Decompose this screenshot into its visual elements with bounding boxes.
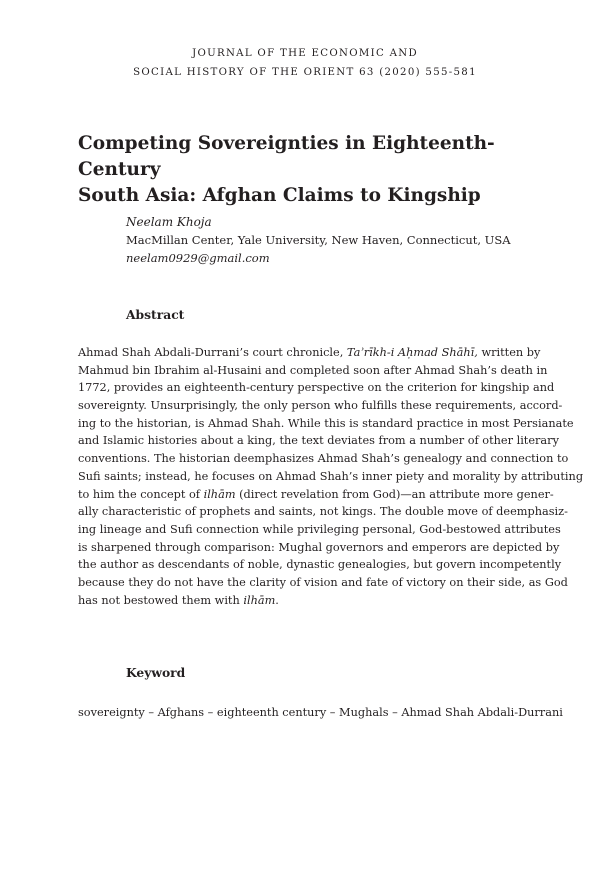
keyword-list: sovereignty – Afghans – eighteenth century – Mughals – Ahmad Shah Abdali-Durrani xyxy=(78,706,563,719)
abstract-text: Mahmud bin Ibrahim al-Husaini and completed soon after Ahmad Shah’s death in xyxy=(78,363,548,377)
keyword-heading: Keyword xyxy=(126,665,186,680)
abstract-line xyxy=(78,397,563,415)
abstract-line xyxy=(78,556,562,574)
abstract-text: to him the concept of xyxy=(78,487,204,501)
abstract-text: has not bestowed them with xyxy=(78,593,244,607)
abstract-text: and Islamic histories about a king, the text deviates from a number of other literary xyxy=(78,434,559,448)
abstract-line xyxy=(78,344,541,362)
abstract-text: written by xyxy=(477,346,541,359)
article-title-line: Competing Sovereignties in Eighteenth-Century xyxy=(78,133,495,180)
author-block xyxy=(126,213,546,267)
abstract-text: ing to the historian, is Ahmad Shah. While this is standard practice in most Persianate xyxy=(78,416,574,430)
abstract-line xyxy=(78,574,568,592)
abstract-text: the author as descendants of noble, dynastic genealogies, but govern incompetently xyxy=(78,558,562,572)
journal-header xyxy=(0,44,610,82)
journal-name-line: JOURNAL OF THE ECONOMIC AND xyxy=(192,48,418,59)
author-email[interactable]: neelam0929@gmail.com xyxy=(126,251,270,265)
article-title xyxy=(78,131,548,209)
abstract-text: 1772, provides an eighteenth-century perspective on the criterion for kingship and xyxy=(78,381,555,395)
abstract-line xyxy=(78,503,568,521)
article-title-line: South Asia: Afghan Claims to Kingship xyxy=(78,185,481,206)
abstract-text: ally characteristic of prophets and saints, not kings. The double move of deemphasiz- xyxy=(78,505,568,519)
abstract-text: ing lineage and Sufi connection while privileging personal, God-bestowed attributes xyxy=(78,522,561,536)
abstract-line xyxy=(78,539,560,557)
abstract-line xyxy=(78,432,559,450)
abstract-line xyxy=(78,521,561,539)
abstract-line xyxy=(78,592,535,610)
abstract-text: because they do not have the clarity of vision and fate of victory on their side, as God xyxy=(78,575,568,589)
abstract-body xyxy=(78,344,584,609)
abstract-text: Ahmad Shah Abdali-Durrani’s court chronicle, xyxy=(78,346,347,359)
abstract-text: conventions. The historian deemphasizes Ahmad Shah’s genealogy and connection to xyxy=(78,452,569,466)
abstract-text: . xyxy=(275,593,279,607)
abstract-italic-term: ilhām xyxy=(203,487,236,501)
abstract-text: is sharpened through comparison: Mughal governors and emperors are depicted by xyxy=(78,540,560,554)
abstract-heading: Abstract xyxy=(126,307,185,322)
abstract-text: Sufi saints; instead, he focuses on Ahmad Shah’s inner piety and morality by attributing xyxy=(78,469,584,483)
journal-issue-line: SOCIAL HISTORY OF THE ORIENT 63 (2020) 555-581 xyxy=(133,67,477,78)
abstract-italic-term: Taʾrīkh-i Aḥmad Shāhī, xyxy=(346,346,478,359)
abstract-line xyxy=(78,486,554,504)
abstract-line xyxy=(78,415,574,433)
abstract-text: (direct revelation from God)—an attribute more gener- xyxy=(235,487,554,501)
abstract-italic-term: ilhām xyxy=(243,593,276,607)
abstract-line xyxy=(78,379,555,397)
author-name: Neelam Khoja xyxy=(126,215,212,229)
abstract-text: sovereignty. Unsurprisingly, the only person who fulfills these requirements, accord- xyxy=(78,399,563,413)
abstract-line xyxy=(78,468,584,486)
abstract-line xyxy=(78,450,569,468)
abstract-line xyxy=(78,362,548,380)
author-affiliation: MacMillan Center, Yale University, New Haven, Connecticut, USA xyxy=(126,233,511,247)
